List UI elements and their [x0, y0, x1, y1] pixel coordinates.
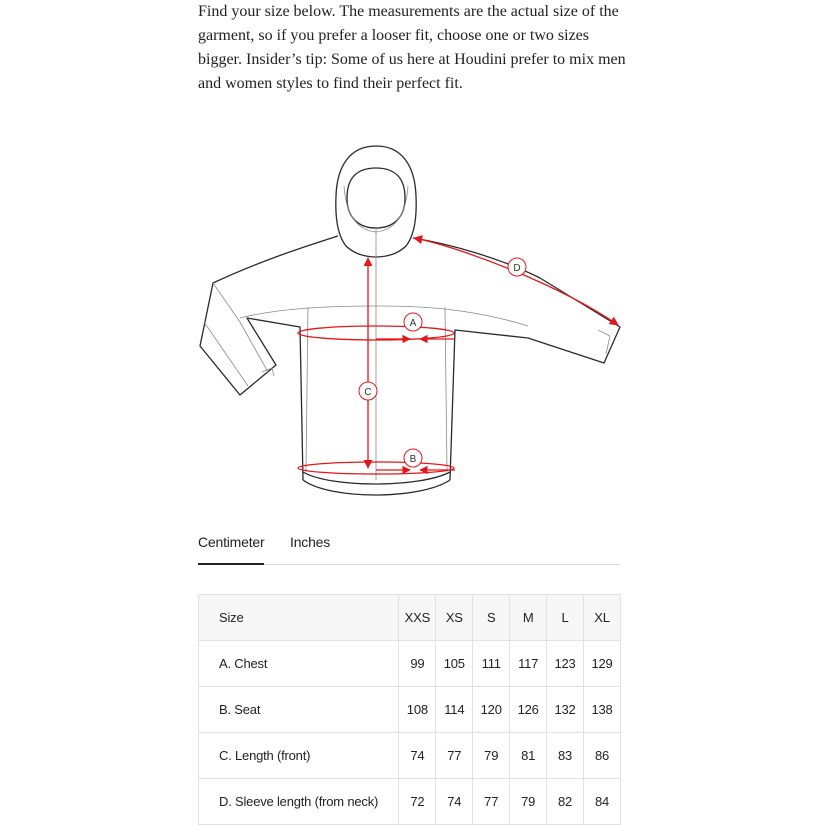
header-size: XL — [584, 595, 621, 641]
table-cell: 114 — [436, 687, 473, 733]
marker-a-label: A — [409, 318, 417, 329]
size-table — [198, 594, 621, 825]
table-cell: 74 — [399, 733, 436, 779]
table-row — [199, 641, 621, 687]
header-size: XXS — [399, 595, 436, 641]
header-size: M — [510, 595, 547, 641]
table-cell: 74 — [436, 779, 473, 825]
table-row — [199, 733, 621, 779]
table-cell: 82 — [547, 779, 584, 825]
header-size: S — [473, 595, 510, 641]
jacket-seams — [204, 186, 610, 480]
table-cell: 111 — [473, 641, 510, 687]
header-size: XS — [436, 595, 473, 641]
table-header-row — [199, 595, 621, 641]
table-cell: 79 — [473, 733, 510, 779]
table-cell: 117 — [510, 641, 547, 687]
intro-text: Find your size below. The measurements are the actual size of the garment, so if you prefer a looser fit, choose one or two sizes bigger. Insider’s tip: Some of us here at Houdini prefer to mix men and women styles to find their perfect fit. — [198, 3, 626, 92]
measure-seat — [298, 462, 455, 474]
header-size: L — [547, 595, 584, 641]
jacket-measurement-diagram — [195, 140, 625, 505]
unit-tabs — [198, 528, 620, 565]
table-cell: 126 — [510, 687, 547, 733]
marker-c — [359, 382, 377, 400]
table-row — [199, 687, 621, 733]
marker-b-label: B — [409, 454, 417, 465]
table-cell: 81 — [510, 733, 547, 779]
table-cell: 77 — [473, 779, 510, 825]
marker-d-label: D — [513, 263, 521, 274]
table-cell: 138 — [584, 687, 621, 733]
tab-inches[interactable]: Inches — [290, 534, 331, 550]
marker-a — [404, 313, 422, 331]
table-cell: 99 — [399, 641, 436, 687]
table-cell: 77 — [436, 733, 473, 779]
row-label: D. Sleeve length (from neck) — [199, 779, 399, 825]
header-size-label: Size — [199, 595, 399, 641]
row-label: C. Length (front) — [199, 733, 399, 779]
table-cell: 84 — [584, 779, 621, 825]
marker-c-label: C — [364, 387, 372, 398]
measure-sleeve — [414, 238, 618, 325]
marker-d — [508, 258, 526, 276]
table-cell: 108 — [399, 687, 436, 733]
table-cell: 72 — [399, 779, 436, 825]
table-cell: 120 — [473, 687, 510, 733]
marker-b — [404, 449, 422, 467]
table-cell: 105 — [436, 641, 473, 687]
table-cell: 132 — [547, 687, 584, 733]
measure-chest — [298, 326, 455, 340]
table-cell: 123 — [547, 641, 584, 687]
table-cell: 79 — [510, 779, 547, 825]
table-cell: 86 — [584, 733, 621, 779]
table-row — [199, 779, 621, 825]
table-cell: 83 — [547, 733, 584, 779]
table-cell: 129 — [584, 641, 621, 687]
row-label: A. Chest — [199, 641, 399, 687]
row-label: B. Seat — [199, 687, 399, 733]
tab-centimeter[interactable]: Centimeter — [198, 534, 264, 565]
